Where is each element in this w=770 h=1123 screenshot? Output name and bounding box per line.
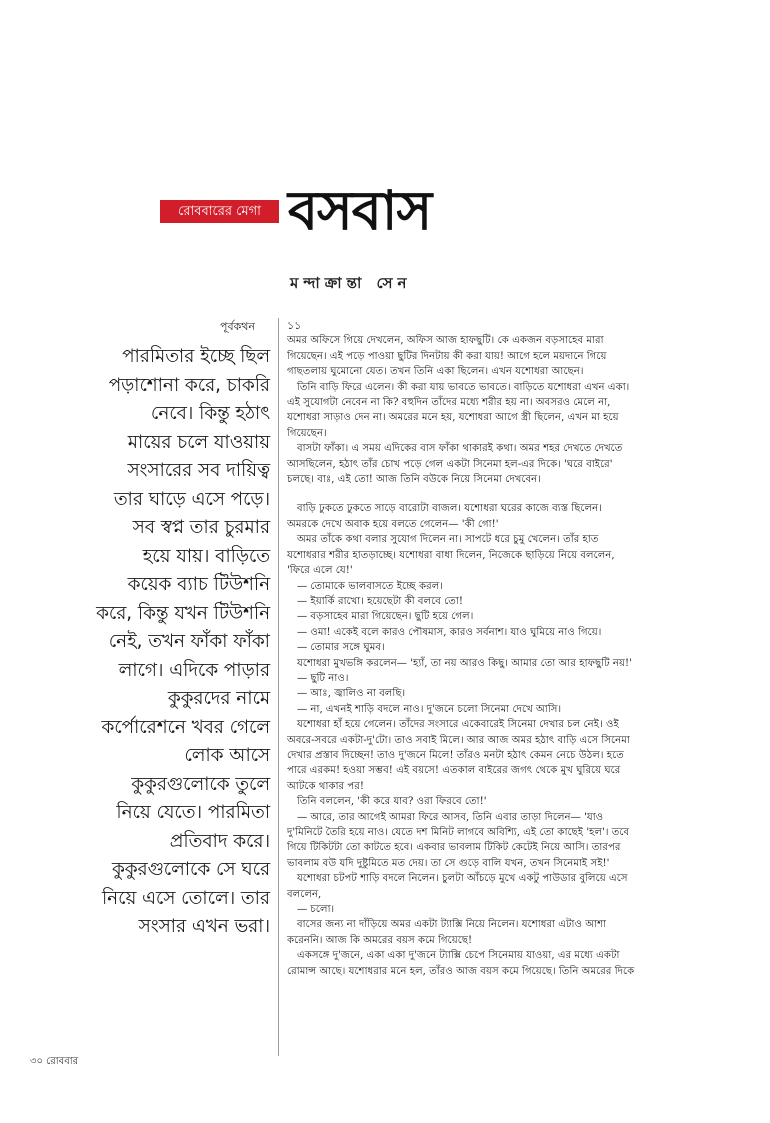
body-line: দু'মিনিটে তৈরি হয়ে নাও। যেতে দশ মিনিট লাগবে অবিশ্যি, এই তো কাছেই 'হল'। তবে — [287, 827, 630, 838]
body-line: — চলো। — [297, 904, 335, 916]
body-line: একসঙ্গে দু'জনে, একা একা দু'জনে ট্যাক্সি চেপে সিনেমায় যাওয়া, এর মধ্যে একটা — [297, 950, 620, 962]
story-body — [287, 318, 712, 979]
body-line: এই সুযোগটা নেবেন না কি? বহুদিন তাঁদের মধ্যে শরীর হয় না। অবসরও মেলে না, — [287, 397, 611, 409]
body-line: দেখার প্রস্তাব দিচ্ছেন! তাও দু'জনে মিলে! তাঁরও মনটা হঠাৎ কেমন নেচে উঠল। হতে — [287, 749, 624, 761]
synopsis-line: পড়াশোনা করে, চাকরি — [108, 374, 270, 396]
body-line: — ইয়ার্কি রাখো। হয়েছেটা কী বলবে তো! — [297, 595, 463, 607]
synopsis-line: তার ঘাড়ে এসে পড়ে। — [113, 488, 270, 510]
column-divider — [278, 318, 279, 1056]
synopsis-line: সংসারের সব দায়িত্ব — [127, 460, 270, 481]
body-line: যশোধরা সাড়াও দেন না। অমরের মনে হয়, যশোধরা আগে স্ত্রী ছিলেন, এখন মা হয়ে — [287, 412, 619, 424]
synopsis-label: পূর্বকথন — [220, 320, 255, 333]
body-line: গাছতলায় ঘুমোনো যেত। তখন তিনি একা ছিলেন। এখন যশোধরা আছেন। — [287, 366, 584, 378]
body-line: চলছে। বাঃ, এই তো! আজ তিনি বউকে নিয়ে সিনেমা দেখবেন। — [287, 474, 541, 486]
synopsis-line: লোক আসে — [184, 745, 270, 766]
synopsis-line: মায়ের চলে যাওয়ায় — [127, 431, 270, 453]
synopsis-line: নেবে। কিন্তু হঠাৎ — [150, 403, 270, 424]
synopsis-line: নেই, তখন ফাঁকা ফাঁকা — [108, 631, 270, 652]
synopsis-line: কুকুরদের নামে — [167, 688, 270, 709]
synopsis-line: সংসার এখন ভরা। — [138, 916, 270, 937]
body-line: — বড়সাহেব মারা গিয়েছেন। ছুটি হয়ে গেল। — [297, 611, 474, 623]
story-paragraphs — [287, 333, 712, 979]
body-line: আটকে থাকার পর! — [287, 780, 364, 792]
body-line: — আরে, তার আগেই আমরা ফিরে আসব, তিনি এবার তাড়া দিলেন— 'যাও — [297, 811, 604, 823]
synopsis-line: কুকুরগুলোকে সে ঘরে — [111, 859, 270, 880]
body-line: অমরকে দেখে অবাক হয়ে বলতে গেলেন— 'কী গো!' — [287, 518, 499, 530]
synopsis-line: কুকুরগুলোকে তুলে — [131, 773, 270, 795]
body-line: বাসের জন্য না দাঁড়িয়ে অমর একটা ট্যাক্সি নিয়ে নিলেন। যশোধরা এটাও আশা — [297, 919, 607, 931]
body-line: অমর তাঁকে কথা বলার সুযোগ দিলেন না। সাপটে ধরে চুমু খেলেন। তাঁর হাত — [297, 534, 599, 546]
synopsis-line: সব স্বপ্ন তার চুরমার — [132, 517, 270, 538]
body-line: অবরে-সবরে একটা-দু'টো। তাও সবাই মিলে। আর আজ অমর হঠাৎ বাড়ি এসে সিনেমা — [287, 734, 630, 746]
body-line: বাসটা ফাঁকা। এ সময় এদিকের বাস ফাঁকা থাকারই কথা। অমর শহর দেখতে দেখতে — [297, 443, 623, 455]
body-line: — ছুটি নাও। — [297, 672, 349, 684]
body-line: আসছিলেন, হঠাৎ তাঁর চোখ পড়ে গেল একটা সিনেমা হল-এর দিকে। 'ঘরে বাইরে' — [287, 458, 613, 470]
body-line: — তোমাকে ভালবাসতে ইচ্ছে করল। — [297, 580, 443, 592]
body-line: করেননি। আজ কি অমরের বয়স কমে গিয়েছে! — [287, 934, 473, 946]
body-line: — তোমার সঙ্গে ঘুমব। — [297, 642, 385, 654]
body-line: — ওমা! একেই বলে কারও পৌষমাস, কারও সর্বনাশ। যাও ঘুমিয়ে নাও গিয়ে। — [297, 626, 602, 638]
synopsis-line: প্রতিবাদ করে। — [169, 830, 270, 852]
synopsis-text — [70, 343, 270, 942]
author-name: মন্দাক্রান্তা সেন — [290, 274, 412, 292]
page-footer: ৩০ রোববার — [30, 1056, 79, 1067]
body-line: তিনি বাড়ি ফিরে এলেন। কী করা যায় ভাবতে ভাবতে। বাড়িতে যশোধরা এখন একা। — [297, 381, 630, 393]
paragraph-break — [287, 487, 712, 501]
synopsis-line: পারমিতার ইচ্ছে ছিল — [122, 346, 270, 367]
synopsis-line: কর্পোরেশনে খবর গেলে — [101, 716, 270, 738]
chapter-number: ১১ — [287, 319, 302, 332]
body-line: — আঃ, জ্বালিও না বলছি। — [297, 688, 406, 700]
body-line: পারে এরকম! হওয়া সম্ভব! এই বয়সে! এতকাল বাইরের জগৎ থেকে মুখ ঘুরিয়ে ঘরে — [287, 765, 621, 777]
body-line: অমর অফিসে গিয়ে দেখলেন, অফিস আজ হাফছুটি। কে একজন বড়সাহেব মারা — [287, 335, 604, 347]
synopsis-line: নিয়ে এসে তোলে। তার — [101, 887, 270, 909]
body-line: যশোধরা হাঁ হয়ে গেলেন। তাঁদের সংসারে একেবারেই সিনেমা দেখার চল নেই। ওই — [297, 719, 619, 731]
body-line: যশোধরার শরীর হাতড়াচ্ছে। যশোধরা বাধা দিলেন, নিজেকে ছাড়িয়ে নিয়ে বললেন, — [287, 549, 615, 561]
body-line: যশোধরা চটপট শাড়ি বদলে নিলেন। চুলটা আঁচড়ে মুখে একটু পাউডার বুলিয়ে এসে — [297, 873, 628, 885]
body-line: বললেন, — [287, 888, 322, 900]
body-line: 'ফিরে এলে যে!' — [287, 565, 353, 577]
synopsis-line: নিয়ে যেতে। পারমিতা — [116, 802, 270, 823]
body-line: বাড়ি ঢুকতে ঢুকতে সাড়ে বারোটা বাজল। যশোধরা ঘরের কাজে ব্যস্ত ছিলেন। — [297, 503, 602, 515]
synopsis-line: লাগে। এদিকে পাড়ার — [118, 659, 270, 681]
body-line: রোমান্স আছে। যশোধরার মনে হল, তাঁরও আজ বয়স কমে গিয়েছে। তিনি অমরের দিকে — [287, 965, 635, 977]
body-line: যশোধরা মুখভঙ্গি করলেন— 'হ্যাঁ, তা নয় আরও কিছু। আমার তো আর হাফছুটি নয়!' — [297, 657, 632, 669]
body-line: — না, এখনই শাড়ি বদলে নাও। দু'জনে চলো সিনেমা দেখে আসি। — [297, 703, 562, 715]
synopsis-line: কয়েক ব্যাচ টিউশনি — [127, 574, 270, 595]
body-line: গিয়ে টিকিটটা তো কাটতে হবে। একবার ভাবলাম টিকিট কেটেই নিয়ে আসি। তারপর — [287, 842, 621, 854]
synopsis-line: করে, কিন্তু যখন টিউশনি — [96, 602, 270, 624]
story-title: বসবাস — [288, 179, 432, 242]
section-tag: রোববারের মেগা — [159, 199, 280, 224]
body-line: গিয়েছেন। এই পড়ে পাওয়া ছুটির দিনটায় কী করা যায়! আগে হলে ময়দানে গিয়ে — [287, 350, 607, 362]
body-line: গিয়েছেন। — [287, 427, 327, 439]
synopsis-line: হয়ে যায়। বাড়িতে — [142, 545, 270, 567]
body-line: ভাবলাম বউ যদি দুষ্টুমিতে মত দেয়। তা সে গুড়ে বালি যখন, তখন সিনেমাই সই!' — [287, 857, 610, 869]
body-line: তিনি বললেন, 'কী করে যাব? ওরা ফিরবে তো!' — [297, 796, 487, 808]
